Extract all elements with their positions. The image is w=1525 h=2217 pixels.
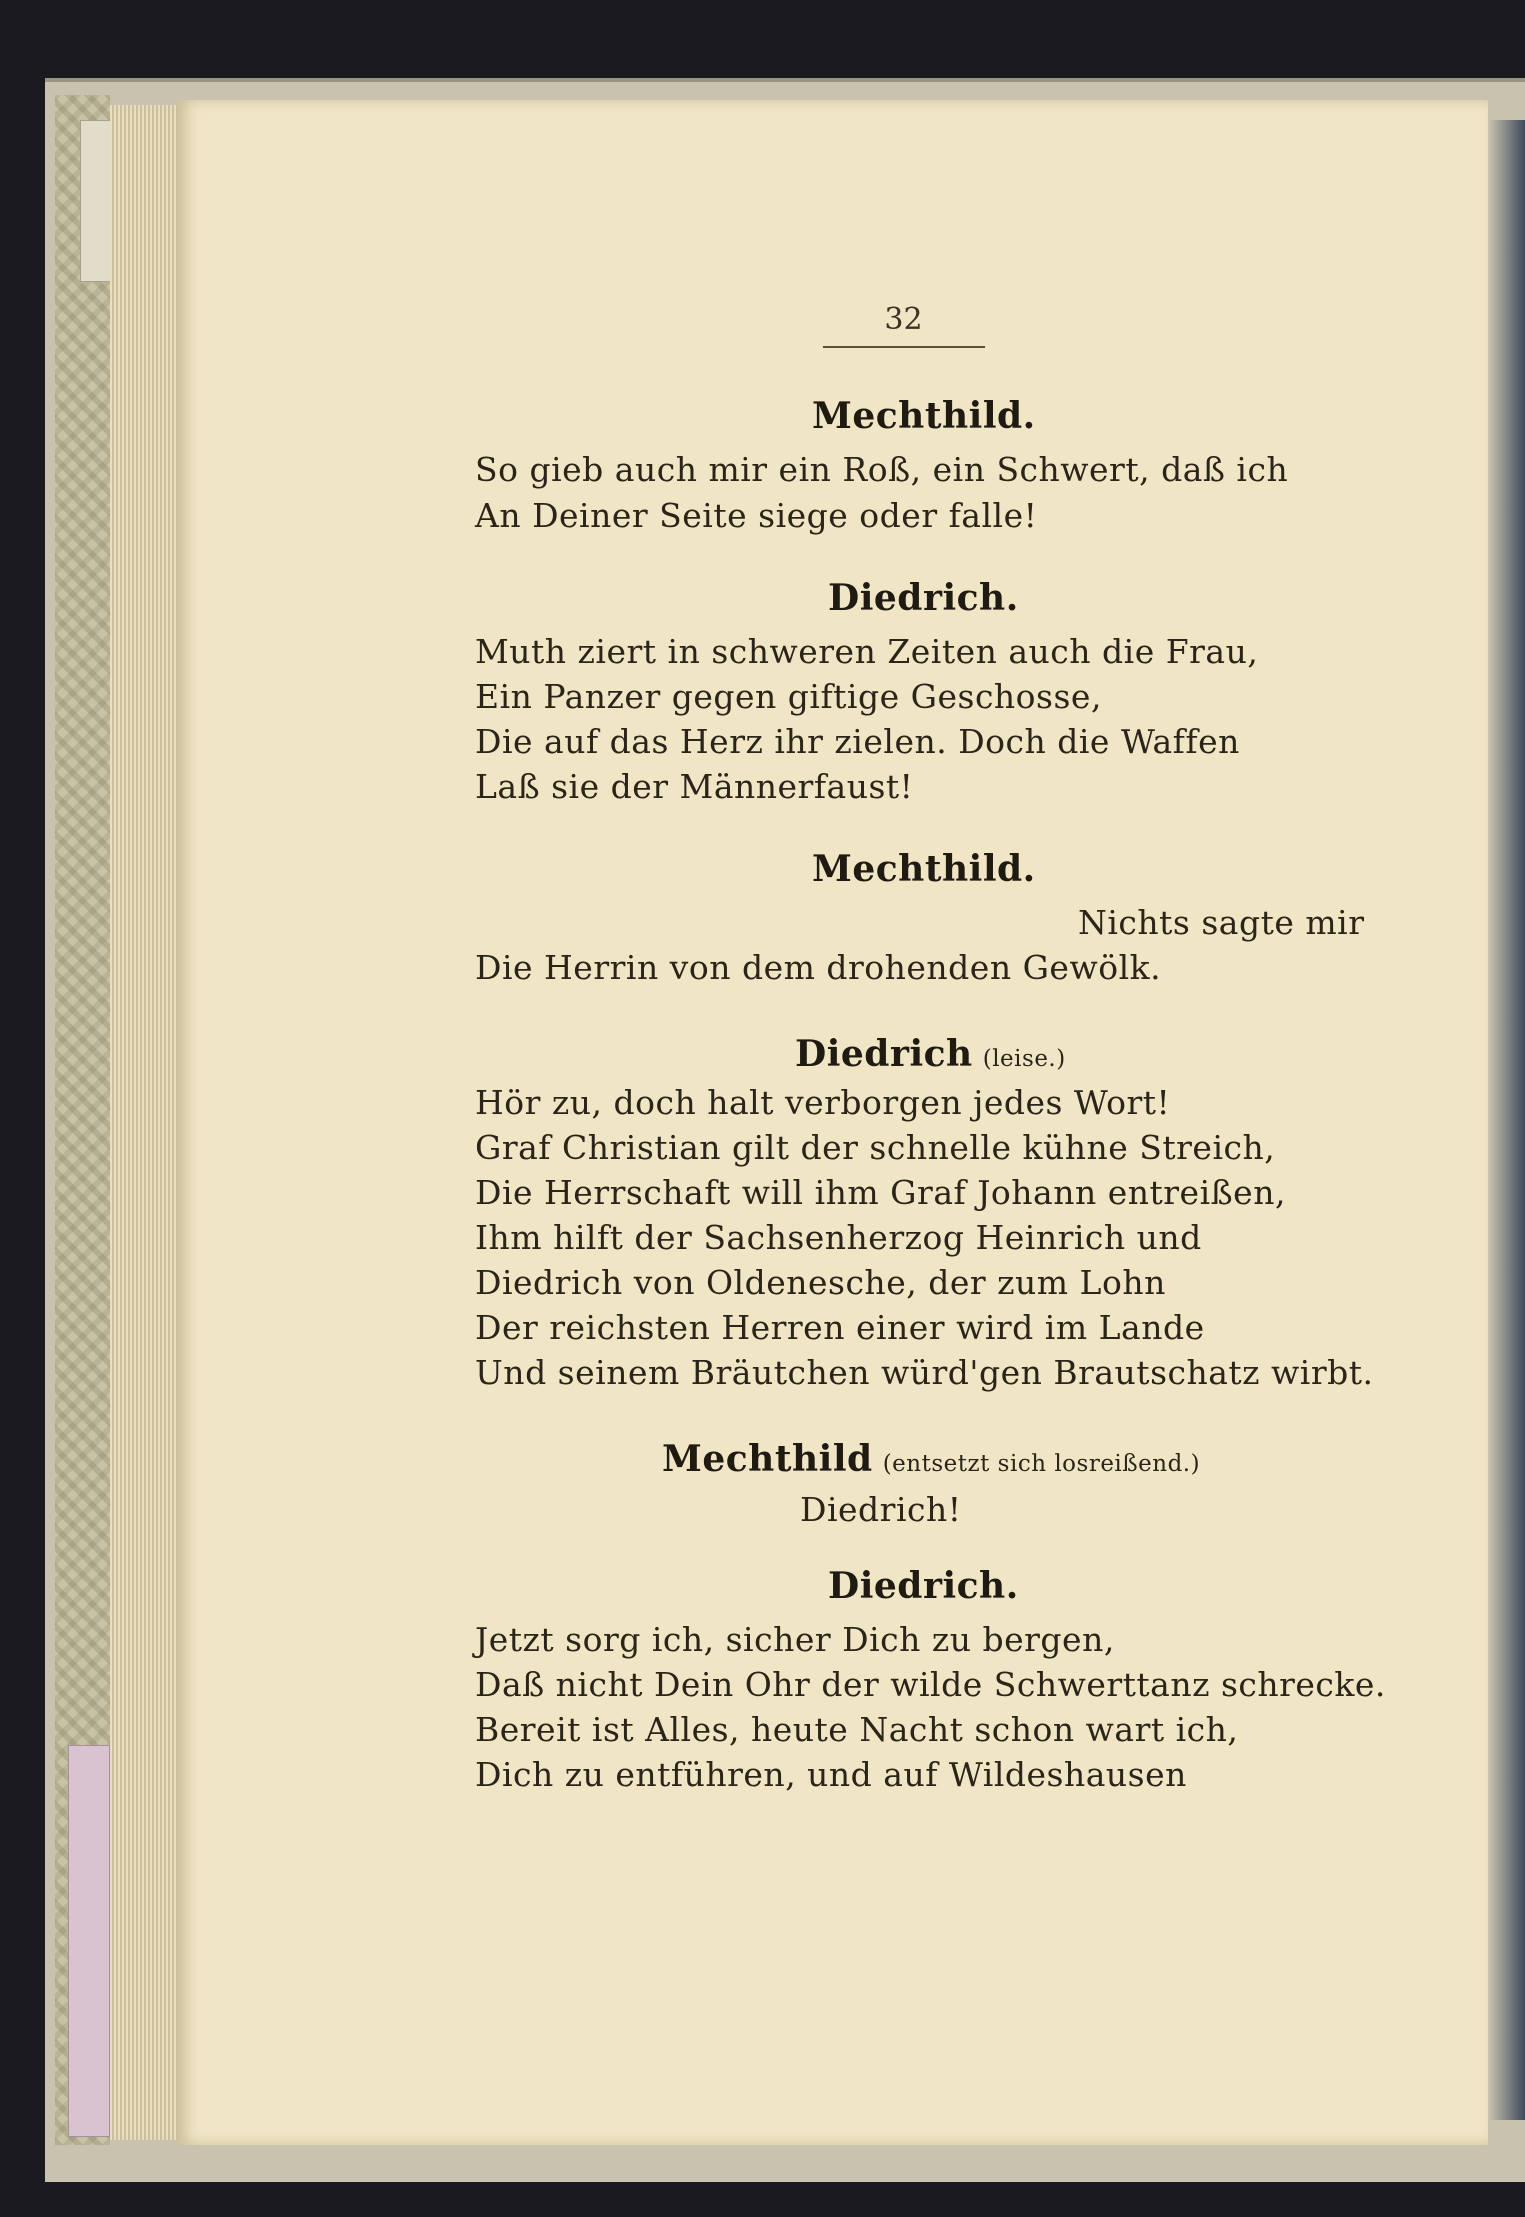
verse-line: Diedrich von Oldenesche, der zum Lohn	[475, 1263, 1166, 1302]
speaker-heading: Mechthild (entsetzt sich losreißend.)	[662, 1438, 1201, 1480]
cover-right-edge	[1488, 120, 1525, 2120]
verse-line: Ein Panzer gegen giftige Geschosse,	[475, 677, 1102, 716]
bookmark-tab-bottom	[68, 1745, 110, 2137]
verse-line: So gieb auch mir ein Roß, ein Schwert, daß ich	[475, 450, 1289, 489]
verse-line: Jetzt sorg ich, sicher Dich zu bergen,	[475, 1620, 1115, 1659]
speaker-heading: Mechthild.	[812, 395, 1036, 437]
verse-line: Und seinem Bräutchen würd'gen Brautschatz wirbt.	[475, 1353, 1374, 1392]
verse-line: Muth ziert in schweren Zeiten auch die Frau,	[475, 632, 1259, 671]
verse-line: Die Herrschaft will ihm Graf Johann entreißen,	[475, 1173, 1286, 1212]
verse-line: Der reichsten Herren einer wird im Lande	[475, 1308, 1205, 1347]
page-number-rule	[823, 346, 985, 348]
verse-line: Die auf das Herz ihr zielen. Doch die Waffen	[475, 722, 1240, 761]
verse-line: Diedrich!	[800, 1490, 962, 1529]
page-number: 32	[884, 302, 923, 337]
speaker-heading: Diedrich.	[828, 577, 1019, 619]
speaker-heading: Mechthild.	[812, 848, 1036, 890]
stage-direction: (leise.)	[982, 1046, 1066, 1072]
verse-line: Hör zu, doch halt verborgen jedes Wort!	[475, 1083, 1171, 1122]
stage-direction: (entsetzt sich losreißend.)	[882, 1451, 1201, 1477]
verse-line: Dich zu entführen, und auf Wildeshausen	[475, 1755, 1187, 1794]
verse-line: Laß sie der Männerfaust!	[475, 767, 914, 806]
verse-line: Daß nicht Dein Ohr der wilde Schwerttanz schrecke.	[475, 1665, 1386, 1704]
verse-line: Bereit ist Alles, heute Nacht schon wart ich,	[475, 1710, 1239, 1749]
verse-line: Nichts sagte mir	[1078, 903, 1365, 942]
verse-line: An Deiner Seite siege oder falle!	[475, 496, 1038, 535]
speaker-heading: Diedrich.	[828, 1565, 1019, 1607]
bookmark-tab-top	[80, 120, 112, 282]
verse-line: Ihm hilft der Sachsenherzog Heinrich und	[475, 1218, 1202, 1257]
speaker-heading: Diedrich (leise.)	[795, 1033, 1066, 1075]
page-edges	[110, 105, 180, 2140]
verse-line: Die Herrin von dem drohenden Gewölk.	[475, 948, 1162, 987]
verse-line: Graf Christian gilt der schnelle kühne Streich,	[475, 1128, 1276, 1167]
